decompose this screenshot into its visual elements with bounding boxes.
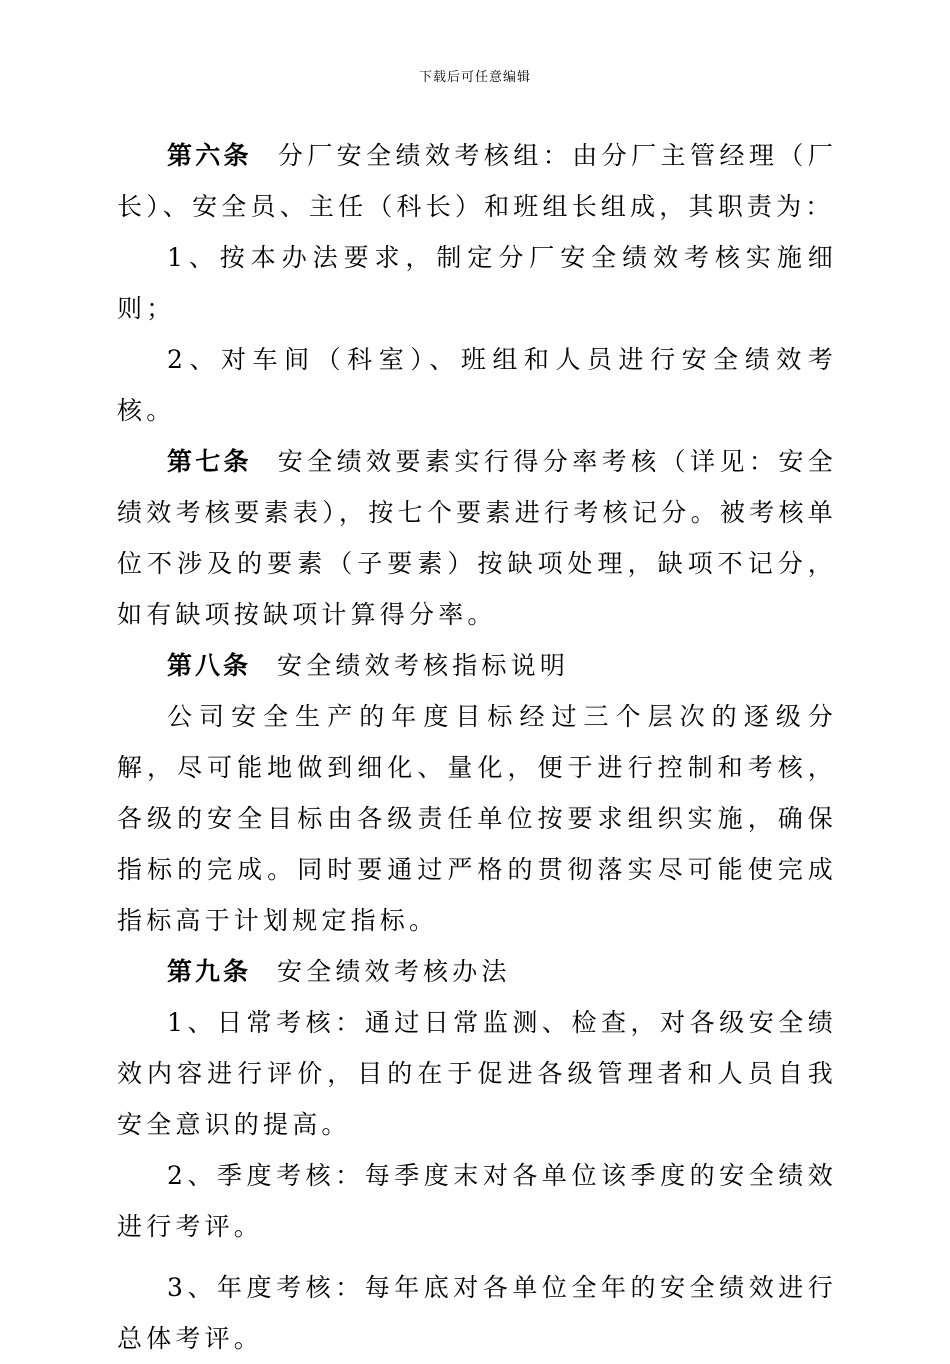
document-body	[117, 130, 837, 1364]
article-9-heading: 第九条	[167, 957, 252, 986]
article-9-text: 安全绩效考核办法	[277, 957, 511, 986]
paragraph-gap	[117, 1252, 837, 1262]
article-6-heading: 第六条	[167, 141, 252, 170]
article-9-item-2: 2、季度考核：每季度末对各单位该季度的安全绩效进行考评。	[117, 1161, 837, 1241]
article-8-paragraph	[117, 640, 837, 691]
article-6-item-1: 1、按本办法要求，制定分厂安全绩效考核实施细则；	[117, 243, 837, 323]
article-7-text: 安全绩效要素实行得分率考核（详见：安全绩效考核要素表），按七个要素进行考核记分。被考核单位不涉及的要素（子要素）按缺项处理，缺项不记分，如有缺项按缺项计算得分率。	[117, 447, 837, 629]
article-8-text: 安全绩效考核指标说明	[277, 651, 570, 680]
article-7-heading: 第七条	[167, 447, 252, 476]
article-6-item-2: 2、对车间（科室）、班组和人员进行安全绩效考核。	[117, 345, 837, 425]
article-8-heading: 第八条	[167, 651, 252, 680]
article-9-paragraph	[117, 946, 837, 997]
page-header: 下载后可任意编辑	[418, 70, 531, 85]
article-9-item-3: 3、年度考核：每年底对各单位全年的安全绩效进行总体考评。	[117, 1273, 837, 1353]
article-6-paragraph	[117, 130, 837, 232]
article-9-item-1: 1、日常考核：通过日常监测、检查，对各级安全绩效内容进行评价，目的在于促进各级管理者和人员自我安全意识的提高。	[117, 1008, 837, 1139]
article-8-body: 公司安全生产的年度目标经过三个层次的逐级分解，尽可能地做到细化、量化，便于进行控制和考核，各级的安全目标由各级责任单位按要求组织实施，确保指标的完成。同时要通过严格的贯彻落实尽可能使完成指标高于计划规定指标。	[117, 702, 837, 935]
article-7-paragraph	[117, 436, 837, 640]
article-6-text: 分厂安全绩效考核组：由分厂主管经理（厂长）、安全员、主任（科长）和班组长组成，其职责为：	[117, 141, 837, 221]
